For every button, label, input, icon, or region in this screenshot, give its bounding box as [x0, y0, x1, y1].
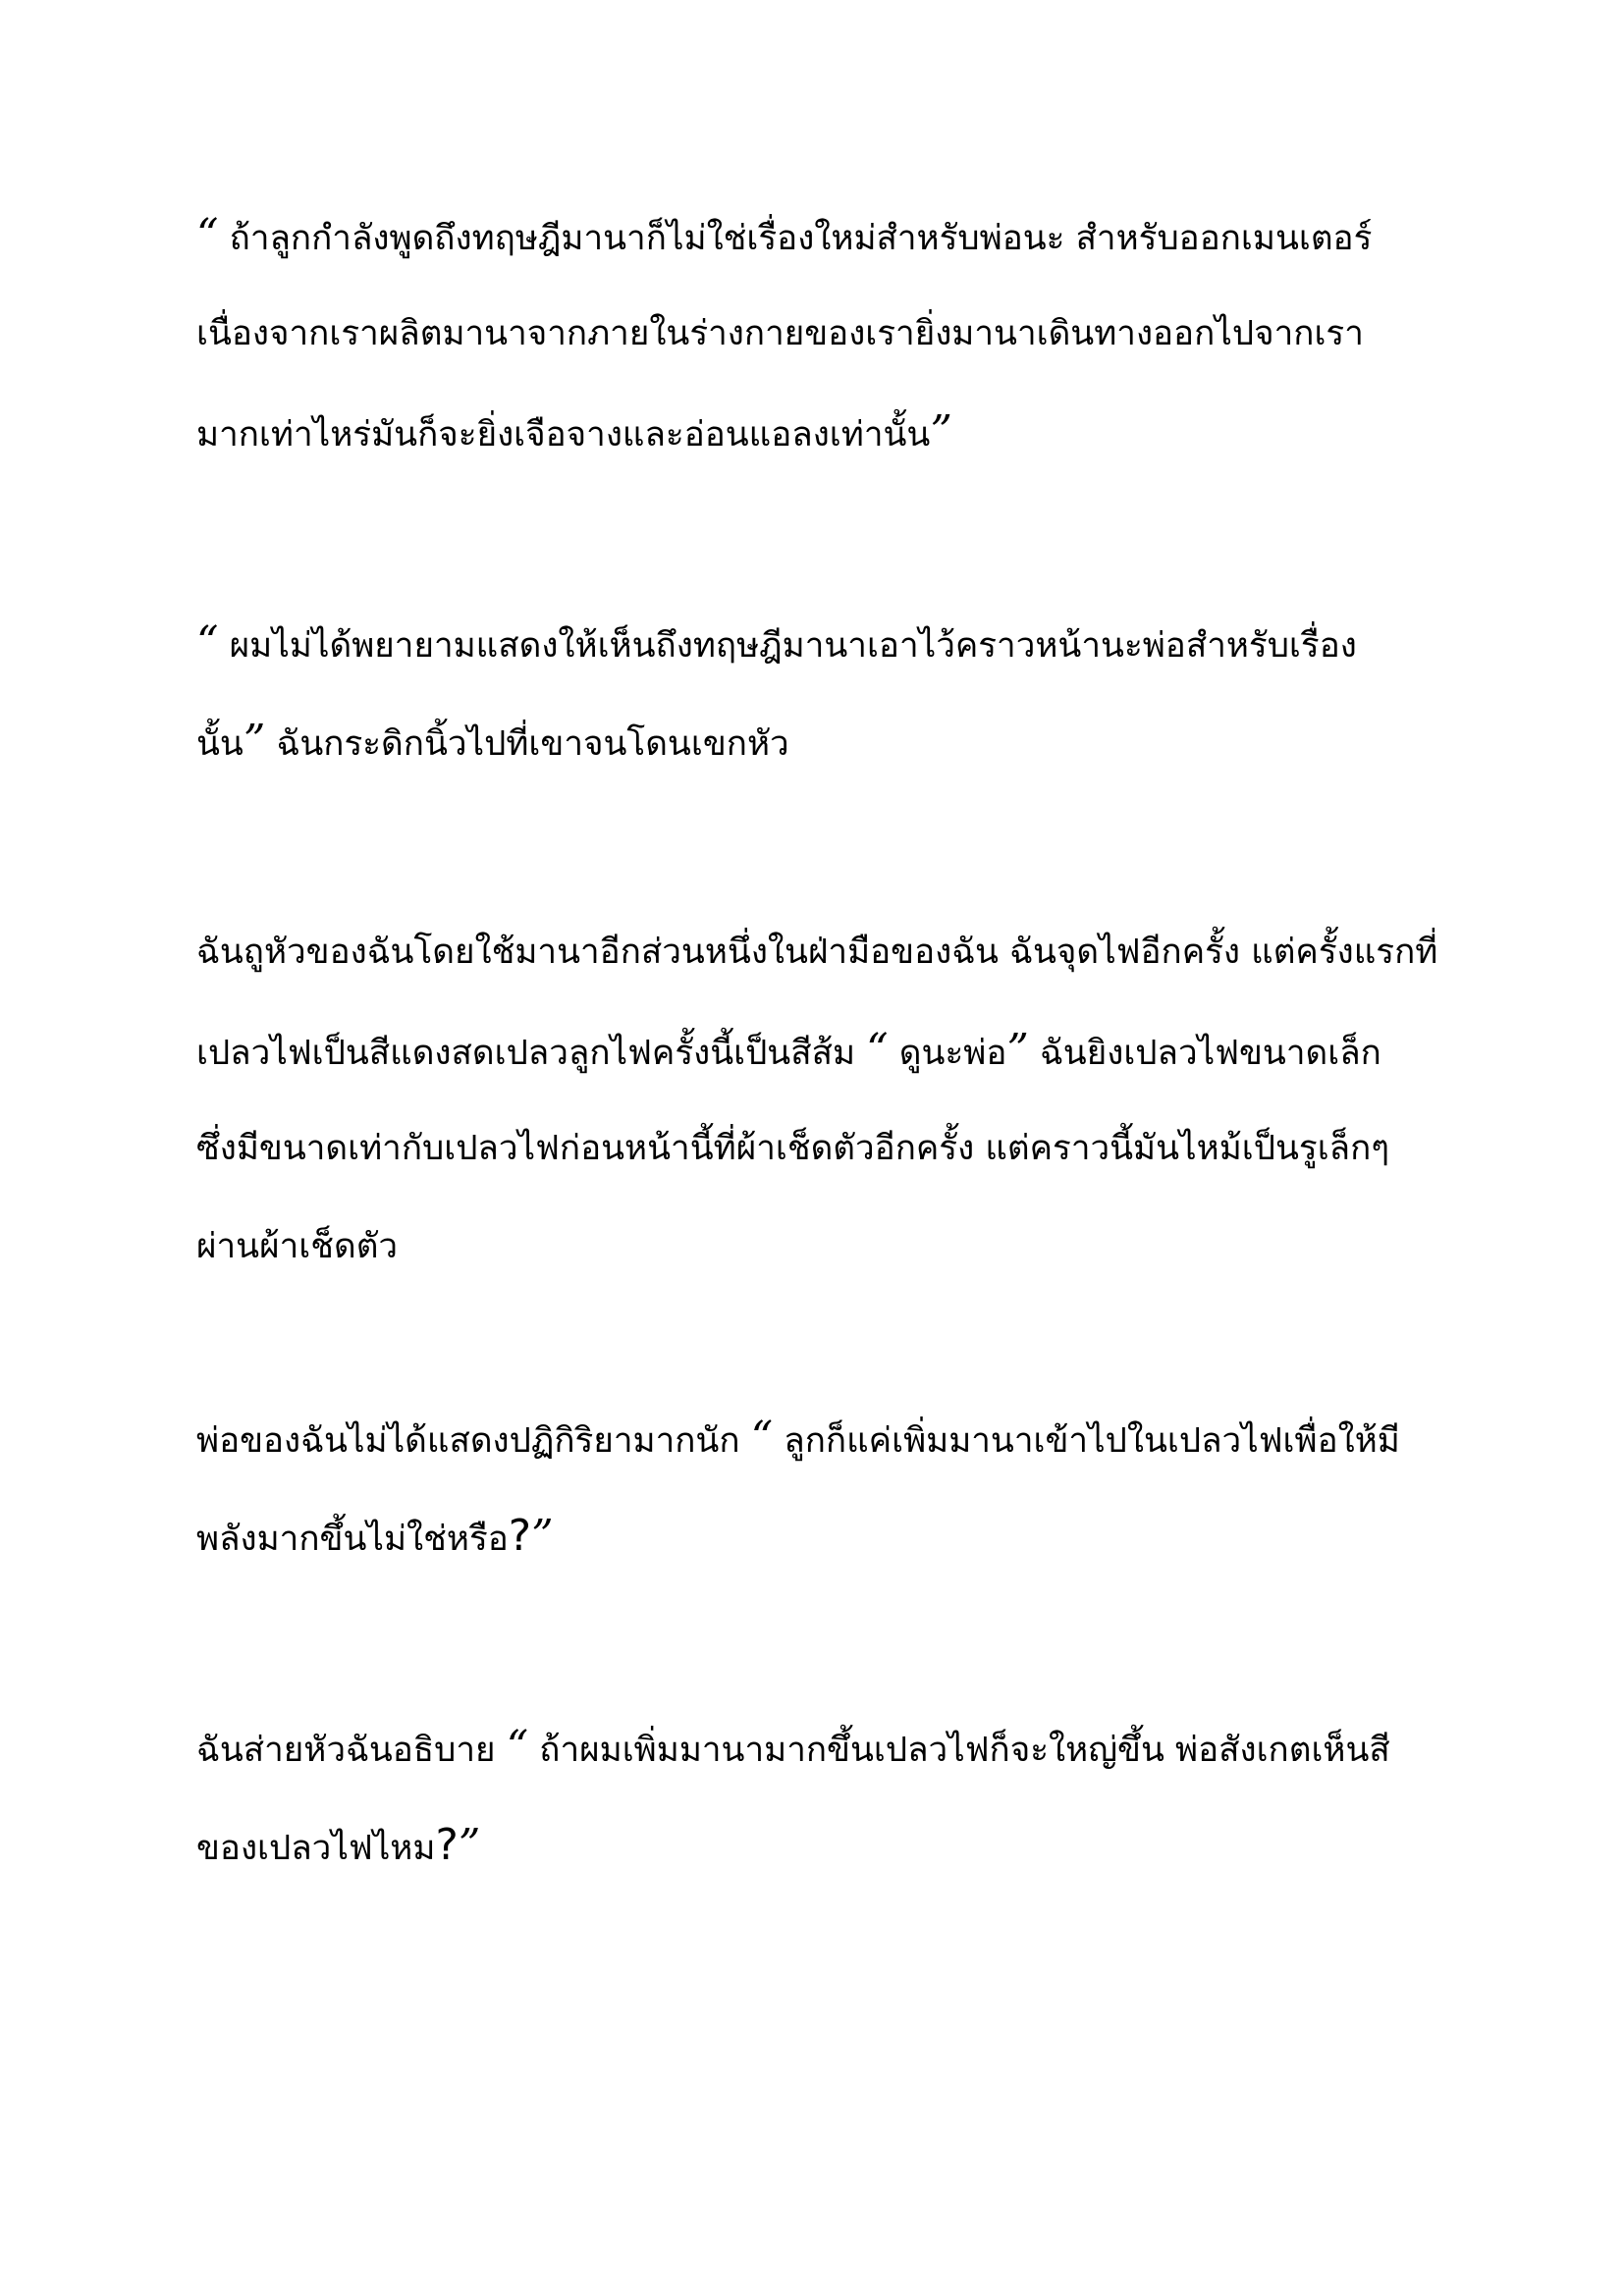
question-mark: ? [435, 1820, 459, 1870]
close-quote: ” [458, 1820, 481, 1870]
open-quote: “ [866, 1025, 889, 1075]
line-text: ฉันส่ายหัวฉันอธิบาย [196, 1731, 507, 1770]
line-text: ผมไม่ได้พยายามแสดงให้เห็นถึงทฤษฎีมานาเอาไว้คราวหน้านะพ่อสำหรับเรื่อง [218, 626, 1357, 666]
line-text: พลังมากขึ้นไม่ใช่หรือ [196, 1520, 509, 1559]
line-text: ของเปลวไฟไหม [196, 1829, 436, 1868]
open-quote: “ [196, 617, 219, 667]
open-quote: “ [506, 1722, 529, 1772]
close-quote: ” [531, 1511, 554, 1561]
line-text: เนื่องจากเราผลิตมานาจากภายในร่างกายของเรายิ่งมานาเดินทางออกไปจากเรา [196, 314, 1364, 353]
paragraph-1 [196, 187, 1434, 481]
paragraph-5 [196, 1698, 1434, 1895]
line-text: ถ้าผมเพิ่มมานามากขึ้นเปลวไฟก็จะใหญ่ขึ้น พ่อสังเกตเห็นสี [528, 1731, 1390, 1770]
paragraph-3-line-4 [196, 1198, 1434, 1296]
paragraph-4-line-2 [196, 1487, 1434, 1585]
paragraph-4 [196, 1389, 1434, 1585]
paragraph-5-line-1 [196, 1698, 1434, 1796]
paragraph-5-line-2 [196, 1796, 1434, 1895]
paragraph-4-line-1 [196, 1389, 1434, 1487]
line-text: ฉันยิงเปลวไฟขนาดเล็ก [1028, 1034, 1381, 1073]
line-text: ซึ่งมีขนาดเท่ากับเปลวไฟก่อนหน้านี้ที่ผ้าเช็ดตัวอีกครั้ง แต่คราวนี้มันไหม้เป็นรูเล็กๆ [196, 1129, 1390, 1168]
paragraph-2-line-2 [196, 692, 1434, 790]
paragraph-1-line-1 [196, 187, 1434, 285]
paragraph-2 [196, 594, 1434, 790]
paragraph-1-line-2 [196, 285, 1434, 383]
line-text: ผ่านผ้าเช็ดตัว [196, 1227, 399, 1266]
line-text: ฉันกระดิกนิ้วไปที่เขาจนโดนเขกหัว [265, 724, 789, 764]
line-text: ลูกก็แค่เพิ่มมานาเข้าไปในเปลวไฟเพื่อให้มี [773, 1421, 1400, 1461]
open-quote: “ [750, 1413, 774, 1463]
paragraph-3-line-2 [196, 1001, 1434, 1099]
line-text: พ่อของฉันไม่ได้แสดงปฏิกิริยามากนัก [196, 1421, 751, 1461]
line-text: มากเท่าไหร่มันก็จะยิ่งเจือจางและอ่อนแอลงเท่านั้น [196, 415, 931, 454]
paragraph-1-line-3 [196, 383, 1434, 481]
question-mark: ? [508, 1511, 532, 1561]
line-text: นั้น [196, 724, 244, 764]
close-quote: ” [930, 406, 952, 456]
open-quote: “ [196, 210, 219, 260]
line-text: ดูนะพ่อ [888, 1034, 1007, 1073]
close-quote: ” [1006, 1025, 1029, 1075]
paragraph-3 [196, 903, 1438, 1296]
paragraph-3-line-3 [196, 1099, 1434, 1198]
paragraph-3-line-1 [196, 903, 1438, 1001]
close-quote: ” [243, 716, 266, 766]
line-text: ฉันถูหัวของฉันโดยใช้มานาอีกส่วนหนึ่งในฝ่ามือของฉัน ฉันจุดไฟอีกครั้ง แต่ครั้งแรกที่ [196, 933, 1438, 972]
line-text: ถ้าลูกกำลังพูดถึงทฤษฎีมานาก็ไม่ใช่เรื่องใหม่สำหรับพ่อนะ สำหรับออกเมนเตอร์ [218, 219, 1373, 258]
paragraph-2-line-1 [196, 594, 1434, 692]
line-text: เปลวไฟเป็นสีแดงสดเปลวลูกไฟครั้งนี้เป็นสีส้ม [196, 1034, 867, 1073]
